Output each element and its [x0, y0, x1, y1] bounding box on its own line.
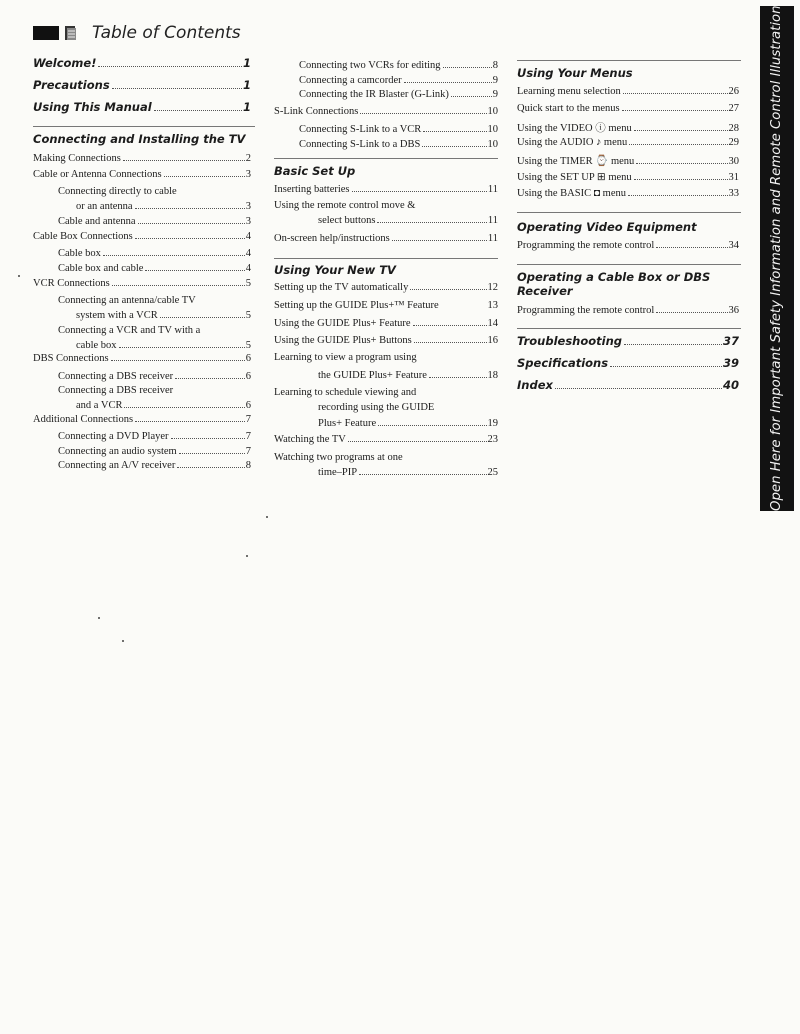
scan-speck: [246, 555, 248, 557]
section-heading-menus: Using Your Menus: [517, 66, 633, 80]
divider: [274, 158, 498, 159]
toc-entry-specifications[interactable]: Specifications 39: [517, 356, 739, 370]
entry-page: 1: [242, 100, 251, 114]
toc-entry[interactable]: Setting up the GUIDE Plus+™ Feature 13: [274, 300, 498, 311]
toc-entry[interactable]: Cable box and cable 4: [58, 263, 251, 274]
toc-entry[interactable]: Using the GUIDE Plus+ Buttons 16: [274, 335, 498, 346]
toc-entry[interactable]: cable box 5: [76, 340, 251, 351]
toc-entry[interactable]: Watching the TV 23: [274, 434, 498, 445]
toc-entry-line: Learning to schedule viewing and: [274, 387, 417, 398]
toc-entry[interactable]: Learning menu selection 26: [517, 86, 739, 97]
divider: [517, 328, 741, 329]
divider: [33, 126, 255, 127]
toc-entry-index[interactable]: Index 40: [517, 378, 739, 392]
toc-entry[interactable]: Cable and antenna 3: [58, 216, 251, 227]
toc-entry[interactable]: Using the SET UP ⊞ menu 31: [517, 172, 739, 183]
safety-info-tab-label: Open Here for Important Safety Information and Remote Control Illustration: [769, 5, 784, 511]
page-title: Table of Contents: [92, 23, 241, 43]
scan-speck: [18, 275, 20, 277]
toc-entry[interactable]: Connecting a DVD Player 7: [58, 431, 251, 442]
toc-entry-line: Watching two programs at one: [274, 452, 403, 463]
entry-label: Using This Manual: [33, 100, 152, 114]
entry-page: 1: [242, 56, 251, 70]
toc-entry[interactable]: DBS Connections 6: [33, 353, 251, 364]
toc-entry-line: recording using the GUIDE: [318, 402, 435, 413]
toc-entry[interactable]: Cable or Antenna Connections 3: [33, 169, 251, 180]
section-heading-video-equipment: Operating Video Equipment: [517, 220, 697, 234]
toc-entry[interactable]: Using the AUDIO ♪ menu 29: [517, 137, 739, 148]
toc-entry[interactable]: S-Link Connections 10: [274, 106, 498, 117]
toc-entry[interactable]: Connecting a camcorder 9: [299, 75, 498, 86]
toc-entry[interactable]: Plus+ Feature 19: [318, 418, 498, 429]
toc-entry[interactable]: Inserting batteries 11: [274, 184, 498, 195]
entry-page: 1: [242, 78, 251, 92]
title-bar-block: [33, 26, 59, 40]
divider: [517, 60, 741, 61]
divider: [517, 264, 741, 265]
toc-entry[interactable]: Using the VIDEO ⓘ menu 28: [517, 123, 739, 134]
toc-header: [33, 20, 241, 46]
toc-entry-line: Using the remote control move &: [274, 200, 416, 211]
toc-entry[interactable]: Connecting S-Link to a VCR 10: [299, 124, 498, 135]
toc-entry[interactable]: Cable Box Connections 4: [33, 231, 251, 242]
book-icon: [64, 25, 78, 41]
toc-entry-line: Connecting an antenna/cable TV: [58, 295, 196, 306]
toc-entry[interactable]: select buttons 11: [318, 215, 498, 226]
scan-speck: [266, 516, 268, 518]
section-heading-cable-box-line2: Receiver: [517, 284, 573, 298]
toc-entry[interactable]: Using the GUIDE Plus+ Feature 14: [274, 318, 498, 329]
entry-label: Precautions: [33, 78, 110, 92]
toc-entry[interactable]: Programming the remote control 36: [517, 305, 739, 316]
toc-entry[interactable]: Connecting two VCRs for editing 8: [299, 60, 498, 71]
safety-info-tab[interactable]: [760, 6, 794, 511]
scan-speck: [122, 640, 124, 642]
toc-entry[interactable]: Connecting an audio system 7: [58, 446, 251, 457]
toc-entry-line: Learning to view a program using: [274, 352, 417, 363]
toc-entry[interactable]: On-screen help/instructions 11: [274, 233, 498, 244]
scan-speck: [98, 617, 100, 619]
toc-entry-precautions[interactable]: [33, 78, 251, 92]
section-heading-basic-setup: Basic Set Up: [274, 164, 356, 178]
toc-entry-using-manual[interactable]: [33, 100, 251, 114]
section-heading-new-tv: Using Your New TV: [274, 263, 396, 277]
entry-label: Welcome!: [33, 56, 97, 70]
toc-entry[interactable]: Connecting an A/V receiver 8: [58, 460, 251, 471]
toc-entry[interactable]: Setting up the TV automatically 12: [274, 282, 498, 293]
toc-entry[interactable]: Cable box 4: [58, 248, 251, 259]
toc-entry-line: Connecting a VCR and TV with a: [58, 325, 201, 336]
toc-entry-line: Connecting a DBS receiver: [58, 385, 174, 396]
toc-entry[interactable]: Making Connections 2: [33, 153, 251, 164]
toc-entry[interactable]: Using the BASIC ◘ menu 33: [517, 188, 739, 199]
toc-entry-line: Connecting directly to cable: [58, 186, 177, 197]
toc-entry[interactable]: VCR Connections 5: [33, 278, 251, 289]
toc-entry-welcome[interactable]: [33, 56, 251, 70]
toc-entry[interactable]: Connecting a DBS receiver 6: [58, 371, 251, 382]
section-heading-cable-box: Operating a Cable Box or DBS: [517, 270, 711, 284]
toc-entry-troubleshooting[interactable]: Troubleshooting 37: [517, 334, 739, 348]
toc-entry[interactable]: and a VCR 6: [76, 400, 251, 411]
toc-entry[interactable]: Additional Connections 7: [33, 414, 251, 425]
toc-entry[interactable]: Connecting the IR Blaster (G-Link) 9: [299, 89, 498, 100]
toc-entry[interactable]: Programming the remote control 34: [517, 240, 739, 251]
toc-entry[interactable]: system with a VCR 5: [76, 310, 251, 321]
section-heading-connecting: Connecting and Installing the TV: [33, 132, 246, 146]
toc-entry[interactable]: Quick start to the menus 27: [517, 103, 739, 114]
toc-entry[interactable]: the GUIDE Plus+ Feature 18: [318, 370, 498, 381]
divider: [517, 212, 741, 213]
toc-entry[interactable]: Connecting S-Link to a DBS 10: [299, 139, 498, 150]
divider: [274, 258, 498, 259]
toc-entry[interactable]: time–PIP 25: [318, 467, 498, 478]
toc-entry[interactable]: or an antenna 3: [76, 201, 251, 212]
toc-entry[interactable]: Using the TIMER ⌚ menu 30: [517, 156, 739, 167]
